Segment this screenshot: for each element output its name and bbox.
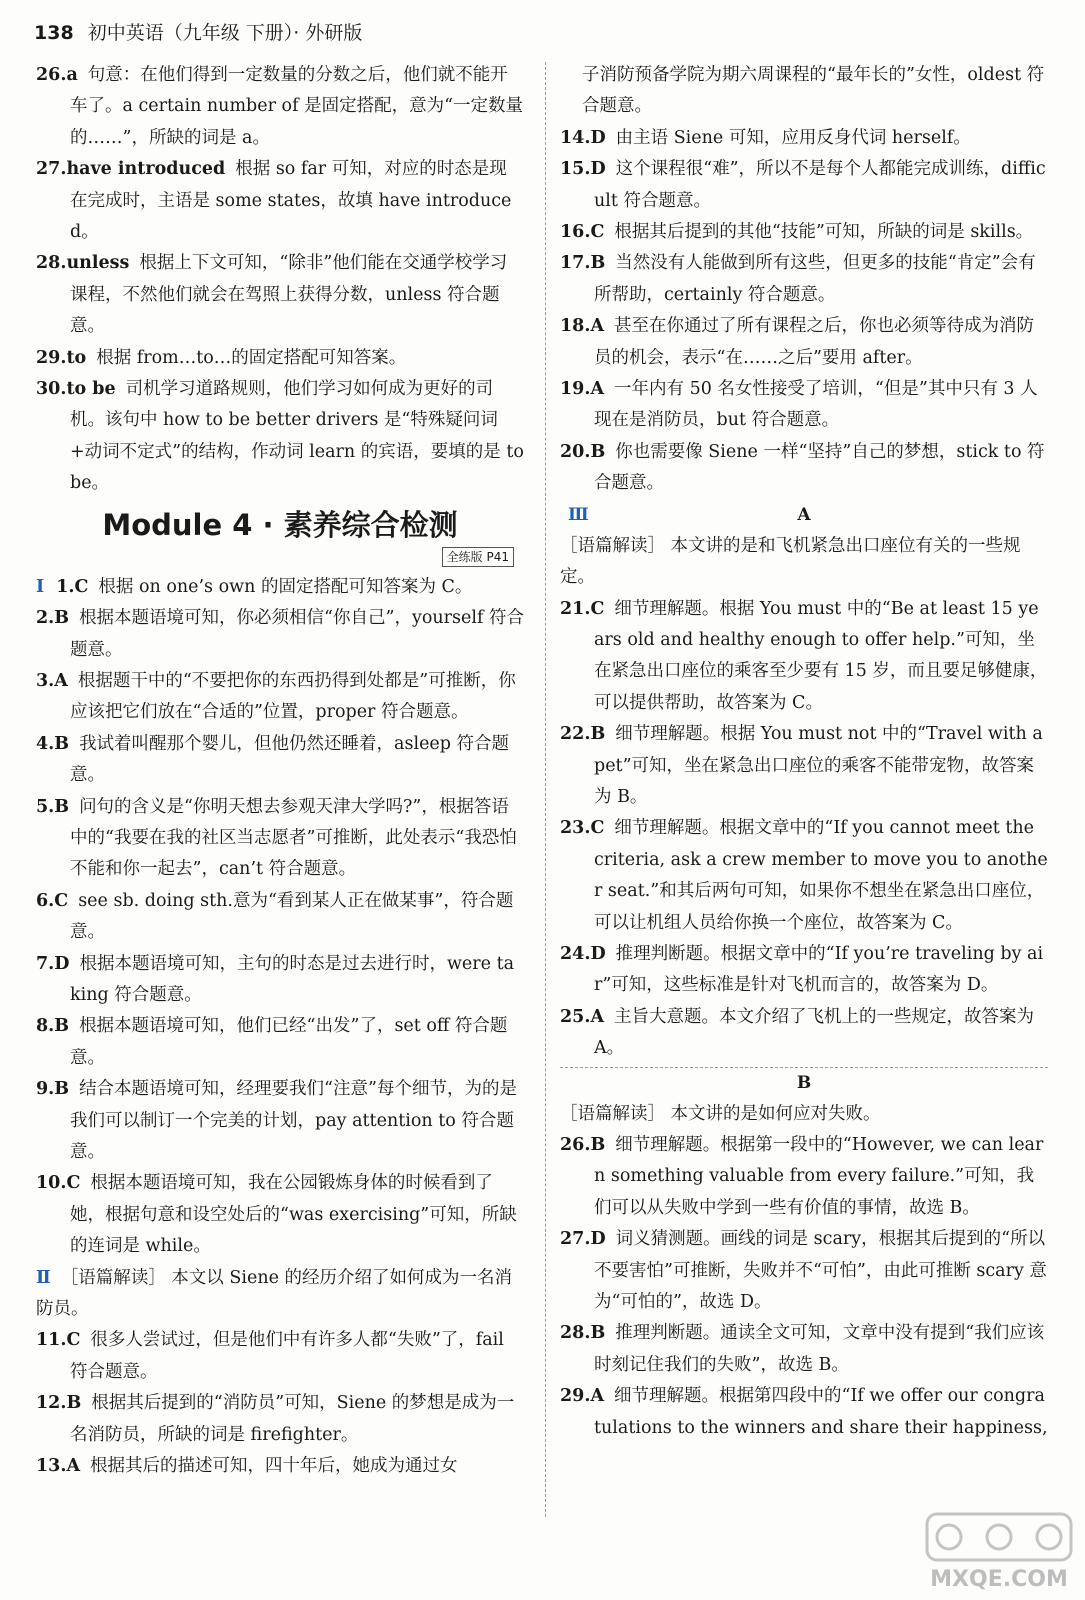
answer-number: 29.to: [36, 347, 87, 368]
left-column: [36, 60, 524, 1482]
answer-number: 9.B: [36, 1079, 70, 1100]
answer-list-section-1: [36, 572, 524, 1263]
answer-entry: [560, 374, 1048, 437]
answer-explanation: 问句的含义是“你明天想去参观天津大学吗?”，根据答语中的“我要在我的社区当志愿者”可推断，此处表示“我恐怕不能和你一起去”，can’t 符合题意。: [70, 796, 517, 880]
answer-number: 26.B: [560, 1135, 606, 1155]
answer-explanation: 一年内有 50 名女性接受了培训，“但是”其中只有 3 人现在是消防员，but 符合题意。: [594, 379, 1038, 431]
answer-entry: [36, 248, 524, 342]
part-b-intro: ［语篇解读］ 本文讲的是如何应对失败。: [560, 1103, 881, 1124]
answer-list-top: [36, 60, 524, 500]
answer-number: 28.unless: [36, 253, 130, 274]
answer-number: 15.D: [560, 159, 606, 180]
answer-number: 4.B: [36, 733, 70, 754]
answer-number: 19.A: [560, 379, 605, 400]
answer-number: 20.B: [560, 441, 606, 462]
answer-explanation: 由主语 Siene 可知，应用反身代词 herself。: [615, 127, 971, 148]
answer-explanation: 根据 from…to…的固定搭配可知答案。: [96, 347, 407, 368]
section-2-label: Ⅱ: [36, 1267, 51, 1288]
module-tag-row: [36, 546, 514, 568]
answer-number: 1.C: [56, 576, 89, 597]
answer-number: 27.D: [560, 1229, 606, 1250]
answer-explanation: 司机学习道路规则，他们学习如何成为更好的司机。该句中 how to be better drivers 是“特殊疑问词+动词不定式”的结构，作动词 learn 的宾语，要填的是 to be。: [70, 379, 524, 494]
section-2-intro: [36, 1263, 524, 1326]
part-a-intro: ［语篇解读］ 本文讲的是和飞机紧急出口座位有关的一些规定。: [560, 535, 1021, 588]
answer-number: 10.C: [36, 1173, 81, 1194]
section-1-label: Ⅰ: [36, 576, 45, 597]
answer-explanation: 根据本题语境可知，他们已经“出发”了，set off 符合题意。: [70, 1016, 508, 1068]
answer-entry: [36, 886, 524, 949]
module-tag: 全练版 P41: [442, 547, 514, 567]
page-number: 138: [34, 22, 74, 44]
answer-explanation: 根据其后提到的“消防员”可知，Siene 的梦想是成为一名消防员，所缺的词是 firefighter。: [70, 1393, 515, 1445]
answer-entry: [36, 1168, 524, 1262]
part-a-label: A: [797, 504, 811, 525]
section-3-label: Ⅲ: [568, 504, 589, 525]
answer-entry: [560, 1224, 1048, 1318]
answer-number: 18.A: [560, 316, 605, 337]
answer-explanation: 根据 on one’s own 的固定搭配可知答案为 C。: [98, 576, 473, 597]
answer-entry: [560, 1002, 1048, 1065]
answer-list-section-2: [36, 1325, 524, 1482]
answer-entry: [36, 949, 524, 1012]
answer-number: 24.D: [560, 943, 606, 964]
answer-number: 28.B: [560, 1323, 606, 1344]
answer-number: 26.a: [36, 65, 78, 85]
answer-number: 12.B: [36, 1393, 82, 1414]
watermark-url: MXQE.COM: [930, 1567, 1068, 1592]
answer-entry: [560, 248, 1048, 311]
answer-number: 7.D: [36, 953, 70, 974]
answer-explanation: 细节理解题。根据 You must not 中的“Travel with a pet”可知，坐在紧急出口座位的乘客不能带宠物，故答案为 B。: [594, 724, 1043, 807]
answer-number: 5.B: [36, 796, 70, 817]
answer-entry: [36, 729, 524, 792]
answer-number: 11.C: [36, 1330, 81, 1351]
answer-entry: [36, 603, 524, 666]
answer-entry: [560, 154, 1048, 217]
answer-entry: [36, 154, 524, 248]
answer-entry: [560, 123, 1048, 154]
answer-explanation: 我试着叫醒那个婴儿，但他仍然还睡着，asleep 符合题意。: [70, 733, 510, 786]
answer-number: 14.D: [560, 127, 606, 148]
answer-explanation: 细节理解题。根据文章中的“If you cannot meet the criteria, ask a crew member to move you to another seat.”和其后两句可知，如果你不想坐在紧急出口座位，可以让机组人员给你换一个座位，故答案为 C。: [594, 818, 1048, 933]
answer-entry: [36, 1325, 524, 1388]
answer-entry: [560, 813, 1048, 939]
answer-entry: [36, 1011, 524, 1074]
answer-number: 8.B: [36, 1016, 70, 1037]
answer-entry: [36, 666, 524, 729]
answer-explanation: 根据上下文可知，“除非”他们能在交通学校学习课程，不然他们就会在驾照上获得分数，unless 符合题意。: [70, 253, 508, 337]
answer-explanation: 词义猜测题。画线的词是 scary，根据其后提到的“所以不要害怕”可推断，失败并不“可怕”，由此可推断 scary 意为“可怕的”，故选 D。: [594, 1229, 1047, 1313]
answer-explanation: 推理判断题。通读全文可知，文章中没有提到“我们应该时刻记住我们的失败”，故选 B。: [594, 1323, 1045, 1375]
answer-number: 17.B: [560, 253, 606, 274]
answer-entry: [560, 594, 1048, 720]
module-title: Module 4 · 素养综合检测: [102, 507, 458, 542]
answer-number: 16.C: [560, 222, 605, 243]
answer-explanation: 细节理解题。根据 You must 中的“Be at least 15 years old and healthy enough to offer help.”可知，坐在紧急出口座位的乘客至少要有 15 岁，而且要足够健康，可以提供帮助，故答案为 C。: [594, 598, 1048, 713]
answer-number: 6.C: [36, 890, 69, 911]
answer-explanation: 结合本题语境可知，经理要我们“注意”每个细节，为的是我们可以制订一个完美的计划，pay attention to 符合题意。: [70, 1079, 517, 1162]
answer-list-section-2-cont: [560, 123, 1048, 500]
answer-explanation: 你也需要像 Siene 一样“坚持”自己的梦想，stick to 符合题意。: [594, 441, 1045, 494]
answer-explanation: 这个课程很“难”，所以不是每个人都能完成训练，difficult 符合题意。: [594, 159, 1046, 211]
answer-number: 23.C: [560, 818, 605, 839]
watermark-logo: [919, 1510, 1079, 1596]
answer-list-part-a: [560, 594, 1048, 1065]
answer-explanation: 句意：在他们得到一定数量的分数之后，他们就不能开车了。a certain number of 是固定搭配，意为“一定数量的……”，所缺的词是 a。: [70, 65, 524, 148]
answer-explanation: 细节理解题。根据第一段中的“However, we can learn something valuable from every failure.”可知，我们可以从失败中学到一些有价值的事情，故选 B。: [594, 1135, 1044, 1218]
answer-explanation: see sb. doing sth.意为“看到某人正在做某事”，符合题意。: [70, 890, 514, 943]
answer-number: 30.to be: [36, 379, 116, 400]
answer-entry: [36, 572, 524, 603]
answer-entry: [560, 217, 1048, 248]
answer-number: 3.A: [36, 670, 68, 691]
answer-explanation: 根据其后提到的其他“技能”可知，所缺的词是 skills。: [614, 222, 1034, 243]
answer-explanation: 很多人尝试过，但是他们中有许多人都“失败”了，fail 符合题意。: [70, 1330, 504, 1382]
answer-entry: [560, 311, 1048, 374]
column-divider: [545, 62, 546, 1517]
answer-entry: [36, 343, 524, 374]
part-b-label: B: [796, 1072, 812, 1093]
answer-explanation: 根据本题语境可知，主句的时态是过去进行时，were taking 符合题意。: [70, 953, 515, 1005]
answer-entry: [36, 374, 524, 500]
answer-number: 25.A: [560, 1006, 605, 1027]
section-2-intro-text: ［语篇解读］ 本文以 Siene 的经历介绍了如何成为一名消防员。: [36, 1267, 513, 1320]
answer-explanation: 根据其后的描述可知，四十年后，她成为通过女: [90, 1456, 458, 1477]
answer-entry: [560, 939, 1048, 1002]
answer-explanation: 主旨大意题。本文介绍了飞机上的一些规定，故答案为 A。: [594, 1006, 1035, 1059]
part-a-heading: [560, 500, 1048, 531]
answer-entry: [36, 1074, 524, 1168]
answer-explanation: 根据本题语境可知，你必须相信“你自己”，yourself 符合题意。: [70, 608, 524, 660]
answer-explanation: 推理判断题。根据文章中的“If you’re traveling by air”可知，这些标准是针对飞机而言的，故答案为 D。: [594, 943, 1044, 996]
answer-entry: [560, 1130, 1048, 1224]
answer-entry: [36, 60, 524, 154]
answer-entry: [36, 1388, 524, 1451]
answer-entry: [560, 1318, 1048, 1381]
answer-number: 21.C: [560, 598, 605, 619]
answer-list-part-b: [560, 1130, 1048, 1444]
answer-entry: [36, 1451, 524, 1482]
answer-explanation: 根据本题语境可知，我在公园锻炼身体的时候看到了她，根据句意和设空处后的“was exercising”可知，所缺的连词是 while。: [70, 1173, 517, 1257]
answer-number: 22.B: [560, 724, 606, 745]
answer-entry: [560, 719, 1048, 813]
answer-entry: [560, 1381, 1048, 1444]
page-header: [34, 18, 1054, 48]
answer-number: 27.have introduced: [36, 159, 226, 180]
answer-number: 13.A: [36, 1456, 81, 1477]
answer-explanation: 甚至在你通过了所有课程之后，你也必须等待成为消防员的机会，表示“在……之后”要用 after。: [594, 316, 1035, 368]
answer-explanation: 根据 so far 可知，对应的时态是现在完成时，主语是 some states，故填 have introduced。: [70, 159, 512, 243]
answer-number: 29.A: [560, 1386, 605, 1407]
answer-number: 2.B: [36, 608, 70, 629]
answer-explanation: 细节理解题。根据第四段中的“If we offer our congratulations to the winners and share their happiness,: [594, 1386, 1048, 1438]
answer-explanation: 根据题干中的“不要把你的东西扔得到处都是”可推断，你应该把它们放在“合适的”位置，proper 符合题意。: [70, 670, 516, 723]
answer-entry: [36, 792, 524, 886]
book-title: 初中英语（九年级 下册）· 外研版: [87, 22, 363, 44]
continuation-text: 子消防预备学院为期六周课程的“最年长的”女性，oldest 符合题意。: [582, 65, 1045, 117]
part-b-heading: [560, 1068, 1048, 1099]
answer-explanation: 当然没有人能做到所有这些，但更多的技能“肯定”会有所帮助，certainly 符合题意。: [594, 253, 1036, 305]
answer-entry: [560, 437, 1048, 500]
right-column: [560, 60, 1048, 1444]
